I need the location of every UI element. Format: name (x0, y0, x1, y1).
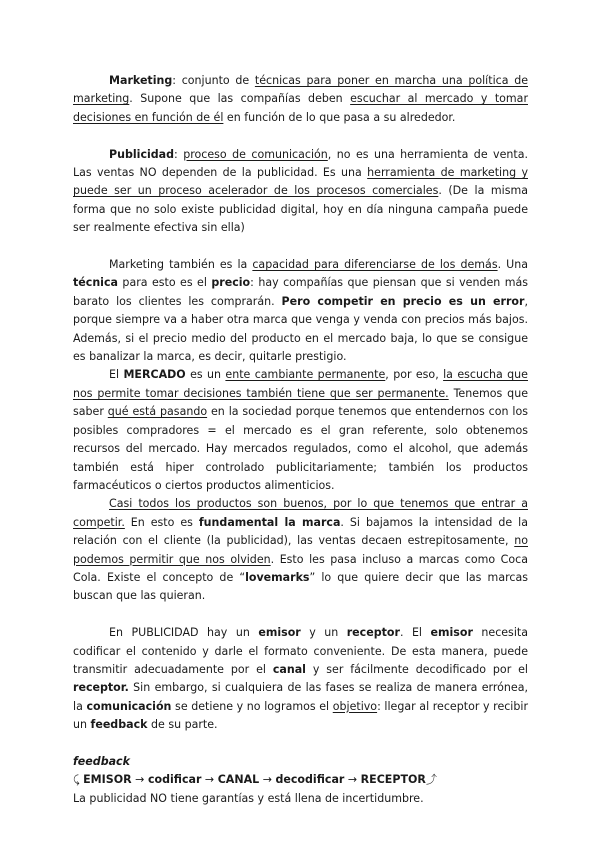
blank-line (73, 606, 528, 624)
arrow-right-icon: → (131, 773, 148, 787)
paragraph-marca: Casi todos los productos son buenos, por lo que tenemos que entrar a competir. En esto es fundamental la marca. Si bajamos la intensidad de la relación con el cliente (la publicidad), las ventas decaen estrepitosamente, no podemos permitir que nos olviden. Esto les pasa incluso a marcas como Coca Cola. Existe el concepto de “lovemarks” lo que quiere decir que las marcas buscan que las quieran. (73, 497, 529, 603)
blank-line (73, 735, 528, 753)
feedback-loop-start-icon: ⤹ (73, 773, 84, 787)
feedback-loop-end-icon: ⤴ (425, 773, 437, 787)
paragraph-publicidad: Publicidad: proceso de comunicación, no es una herramienta de venta. Las ventas NO dependen de la publicidad. Es una herramienta de marketing y puede ser un proceso acelerador de los procesos comerciales. (De la misma forma que no solo existe publicidad digital, hoy en día ninguna campaña puede ser realmente efectiva sin ella) (73, 147, 529, 235)
paragraph-diferenciarse: Marketing también es la capacidad para diferenciarse de los demás. Una técnica para esto es el precio: hay compañías que piensan que si venden más barato los clientes les comprarán. Pero competir en precio es un error, porque siempre va a haber otra marca que venga y venda con precios más bajos. Además, si el precio medio del producto en el mercado baja, lo que se consigue es banalizar la marca, es decir, quitarle prestigio. (73, 258, 529, 364)
paragraph-marketing: Marketing: conjunto de técnicas para poner en marcha una política de marketing. Supone que las compañías deben escuchar al mercado y tomar decisiones en función de él en función de lo que pasa a su alrededor. (73, 74, 528, 124)
communication-flow: ⤹ EMISOR → codificar → CANAL → decodificar → RECEPTOR⤴ (73, 773, 437, 787)
paragraph-mercado: El MERCADO es un ente cambiante permanente, por eso, la escucha que nos permite tomar decisiones también tiene que ser permanente. Tenemos que saber qué está pasando en la sociedad porque tenemos que entendernos con los posibles compradores = el mercado es el gran referente, solo obtenemos recursos del mercado. Hay mercados regulados, como el alcohol, que además también está hiper controlado publicitariamente; también los productos farmacéuticos o ciertos productos alimenticios. (73, 368, 528, 492)
arrow-right-icon: → (201, 773, 218, 787)
blank-line (73, 127, 528, 145)
blank-line (73, 238, 528, 256)
closing-statement: La publicidad NO tiene garantías y está llena de incertidumbre. (73, 791, 424, 805)
arrow-right-icon: → (344, 773, 361, 787)
feedback-title: feedback (73, 754, 130, 768)
arrow-right-icon: → (259, 773, 276, 787)
paragraph-emisor-receptor: En PUBLICIDAD hay un emisor y un receptor. El emisor necesita codificar el contenido y darle el formato conveniente. De esta manera, puede transmitir adecuadamente por el canal y ser fácilmente decodificado por el receptor. Sin embargo, si cualquiera de las fases se realiza de manera errónea, la comunicación se detiene y no logramos el objetivo: llegar al receptor y recibir un feedback de su parte. (73, 626, 529, 732)
